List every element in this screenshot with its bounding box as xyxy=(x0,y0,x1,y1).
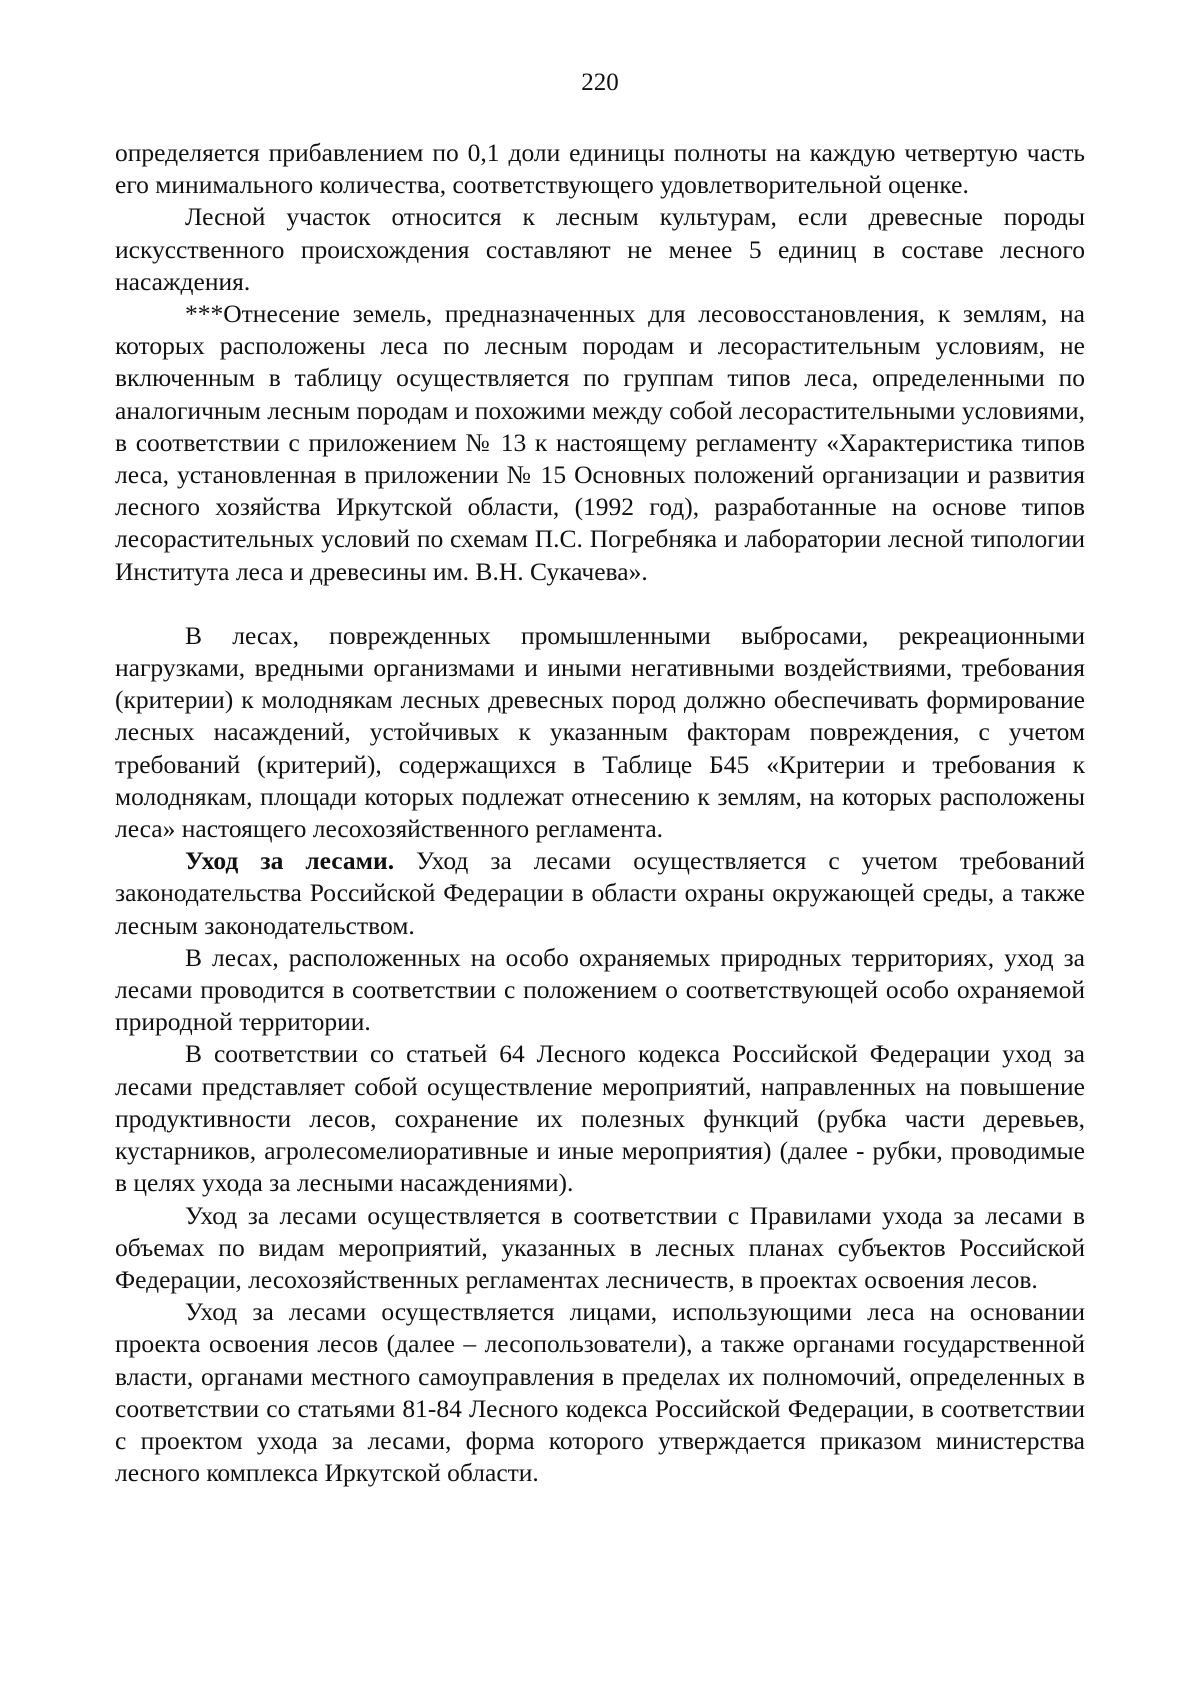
paragraph-footnote-land-classification: ***Отнесение земель, предназначенных для лесовосстановления, к землям, на которых расположены леса по лесным породам и лесорастительным условиям, не включенным в таблицу осуществляется по группам типов леса, определенными по аналогичным лесным породам и похожими между собой лесорастительными условиями, в соответствии с приложением № 13 к настоящему регламенту «Характеристика типов леса, установленная в приложении № 15 Основных положений организации и развития лесного хозяйства Иркутской области, (1992 год), разработанные на основе типов лесорастительных условий по схемам П.С. Погребняка и лаборатории лесной типологии Института леса и древесины им. В.Н. Сукачева». xyxy=(115,299,1085,586)
paragraph-care-performers: Уход за лесами осуществляется лицами, использующими леса на основании проекта освоения лесов (далее – лесопользователи), а также органами государственной власти, органами местного самоуправления в пределах их полномочий, определенных в соответствии со статьями 81-84 Лесного кодекса Российской Федерации, в соответствии с проектом ухода за лесами, форма которого утверждается приказом министерства лесного комплекса Иркутской области. xyxy=(115,1297,1085,1488)
paragraph-article-64: В соответствии со статьей 64 Лесного кодекса Российской Федерации уход за лесами представляет собой осуществление мероприятий, направленных на повышение продуктивности лесов, сохранение их полезных функций (рубка части деревьев, кустарников, агролесомелиоративные и иные мероприятия) (далее - рубки, проводимые в целях ухода за лесными насаждениями). xyxy=(115,1039,1085,1198)
paragraph-protected-areas: В лесах, расположенных на особо охраняемых природных территориях, уход за лесами проводится в соответствии с положением о соответствующей особо охраняемой природной территории. xyxy=(115,942,1085,1037)
paragraph-continuation: определяется прибавлением по 0,1 доли единицы полноты на каждую четвертую часть его минимального количества, соответствующего удовлетворительной оценке. xyxy=(115,138,1085,200)
body-text xyxy=(115,137,1085,1489)
paragraph-damaged-forests: В лесах, поврежденных промышленными выбросами, рекреационными нагрузками, вредными организмами и иными негативными воздействиями, требования (критерии) к молоднякам лесных древесных пород должно обеспечивать формирование лесных насаждений, устойчивых к указанным факторам повреждения, с учетом требований (критерий), содержащихся в Таблице Б45 «Критерии и требования к молоднякам, площади которых подлежат отнесению к землям, на которых расположены леса» настоящего лесохозяйственного регламента. xyxy=(115,620,1085,844)
paragraph-forest-plot-definition: Лесной участок относится к лесным культурам, если древесные породы искусственного происхождения составляют не менее 5 единиц в составе лесного насаждения. xyxy=(115,202,1085,296)
section-heading-forest-care: Уход за лесами. xyxy=(185,846,395,876)
paragraph-forest-care xyxy=(115,845,1085,942)
page-number: 220 xyxy=(581,69,619,96)
paragraph-forest-care-text: Уход за лесами осуществляется с учетом требований законодательства Российской Федерации в области охраны окружающей среды, а также лесным законодательством. xyxy=(115,846,1085,940)
paragraph-care-rules: Уход за лесами осуществляется в соответствии с Правилами ухода за лесами в объемах по видам мероприятий, указанных в лесных планах субъектов Российской Федерации, лесохозяйственных регламентах лесничеств, в проектах освоения лесов. xyxy=(115,1200,1085,1294)
